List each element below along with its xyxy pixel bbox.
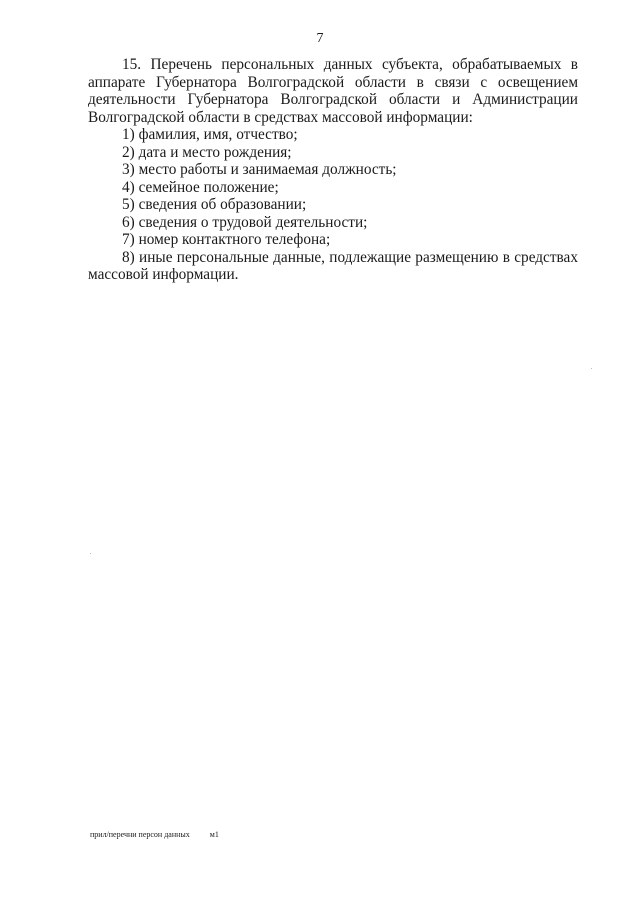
list-item: 3) место работы и занимаемая должность; (122, 161, 397, 178)
list-item: 8) иные персональные данные, подлежащие размещению в средствах массовой информации. (88, 248, 578, 283)
scan-speck (90, 553, 91, 554)
footer-file-reference (90, 830, 219, 840)
list-item: 7) номер контактного телефона; (122, 231, 331, 248)
list-item: 2) дата и место рождения; (122, 143, 292, 161)
scan-speck (591, 368, 592, 369)
footer-code: м1 (209, 830, 219, 839)
list-item: 6) сведения о трудовой деятельности; (122, 213, 368, 231)
document-body (88, 56, 578, 284)
list-item: 1) фамилия, имя, отчество; (122, 126, 298, 143)
list-item: 5) сведения об образовании; (122, 196, 307, 213)
section-15-paragraph: 15. Перечень персональных данных субъекта, обрабатываемых в аппарате Губернатора Волгоградской области в связи с освещением деятельности Губернатора Волгоградской области и Администрации Волгоградской области в средствах массовой информации: (88, 56, 578, 126)
list-item: 4) семейное положение; (122, 178, 279, 196)
page-number: 7 (316, 31, 324, 46)
footer-path: прил/перечни персон данных (90, 830, 190, 839)
